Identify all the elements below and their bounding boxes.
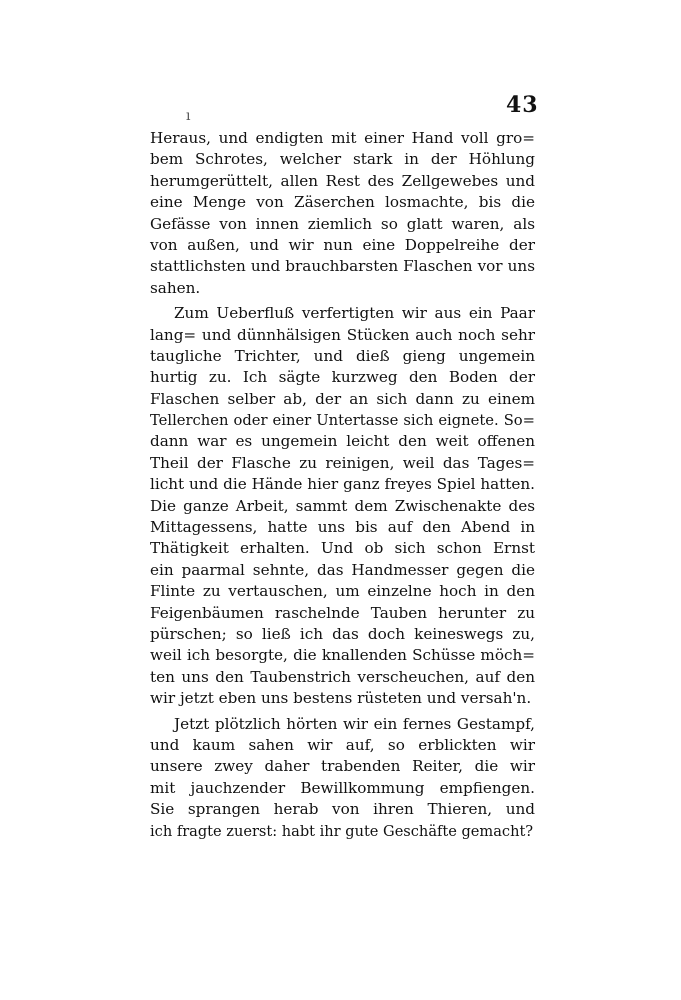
text-line: Zum Ueberfluß verfertigten wir aus ein Paar [174, 304, 535, 323]
text-line: bem Schrotes, welcher stark in der Höhlung [150, 150, 535, 169]
text-line: dann war es ungemein leicht den weit offenen [150, 432, 535, 451]
text-line: und kaum sahen wir auf, so erblickten wir [150, 735, 535, 754]
text-line: sahen. [150, 278, 201, 297]
text-line: ein paarmal sehnte, das Handmesser gegen die [150, 560, 535, 579]
text-line: unsere zwey daher trabenden Reiter, die wir [150, 757, 535, 776]
text-line: licht und die Hände hier ganz freyes Spiel hatten. [150, 475, 535, 494]
paragraph-1 [150, 128, 535, 299]
text-line: Gefässe von innen ziemlich so glatt waren, als [150, 214, 535, 233]
text-line: ten uns den Taubenstrich verscheuchen, auf den [150, 667, 535, 686]
text-line: Sie sprangen herab von ihren Thieren, und [150, 800, 535, 819]
text-line: lang= und dünnhälsigen Stücken auch noch sehr [150, 325, 535, 344]
corner-mark: ı [186, 108, 191, 124]
text-line: Theil der Flasche zu reinigen, weil das Tages= [150, 453, 535, 472]
text-line: weil ich besorgte, die knallenden Schüsse möch= [150, 646, 535, 665]
text-line: Jetzt plötzlich hörten wir ein fernes Gestampf, [174, 714, 535, 733]
text-line: taugliche Trichter, und dieß gieng ungemein [150, 346, 535, 365]
text-line: Thätigkeit erhalten. Und ob sich schon Ernst [150, 539, 535, 558]
text-line: pürschen; so ließ ich das doch keineswegs zu, [150, 624, 535, 643]
text-line: wir jetzt eben uns bestens rüsteten und versah'n. [150, 689, 532, 708]
text-line: Feigenbäumen raschelnde Tauben herunter zu [150, 603, 535, 622]
text-line: Mittagessens, hatte uns bis auf den Abend in [150, 518, 535, 537]
text-line: ich fragte zuerst: habt ihr gute Geschäfte gemacht? [150, 822, 534, 840]
text-line: von außen, und wir nun eine Doppelreihe der [150, 235, 535, 254]
body-text [150, 128, 535, 842]
paragraph-3 [150, 714, 535, 842]
text-line: Flinte zu vertauschen, um einzelne hoch in den [150, 582, 535, 601]
text-line: Die ganze Arbeit, sammt dem Zwischenakte des [150, 496, 535, 515]
text-line: Heraus, und endigten mit einer Hand voll gro= [150, 129, 535, 147]
text-line: hurtig zu. Ich sägte kurzweg den Boden der [150, 368, 535, 387]
text-line: Flaschen selber ab, der an sich dann zu einem [150, 389, 535, 408]
paragraph-2 [150, 303, 535, 709]
text-line: Tellerchen oder einer Untertasse sich eignete. So= [150, 412, 535, 430]
text-line: eine Menge von Zäserchen losmachte, bis die [150, 193, 535, 212]
page-number: 43 [506, 92, 539, 118]
text-line: herumgerüttelt, allen Rest des Zellgewebes und [150, 171, 535, 190]
text-line: stattlichsten und brauchbarsten Flaschen vor uns [150, 257, 535, 276]
text-line: mit jauchzender Bewillkommung empfiengen. [150, 778, 535, 797]
